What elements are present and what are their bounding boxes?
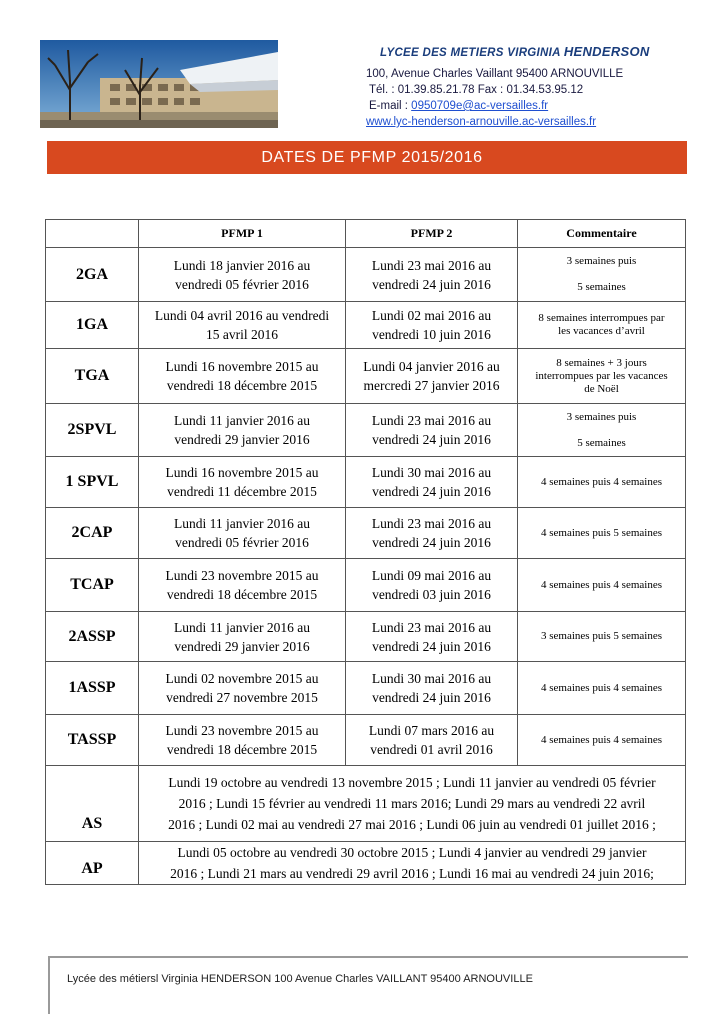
- school-website: [366, 114, 696, 130]
- pfmp1-cell: [139, 508, 346, 559]
- table-header-row: [46, 220, 686, 248]
- cell-line: Lundi 18 janvier 2016 au: [173, 257, 311, 273]
- cell-line: 5 semaines: [577, 281, 626, 293]
- cell-line: Lundi 04 avril 2016 au vendredi: [154, 308, 330, 323]
- table-row: [46, 715, 686, 766]
- comment-cell: [518, 302, 686, 349]
- page-title-banner: DATES DE PFMP 2015/2016: [47, 141, 687, 174]
- pfmp2-cell: [346, 349, 518, 404]
- table-row: [46, 559, 686, 612]
- dates-list-cell: [139, 766, 686, 842]
- table-row: [46, 612, 686, 662]
- cell-line: Lundi 23 mai 2016 au: [371, 257, 492, 273]
- cell-line: Lundi 23 mai 2016 au: [371, 413, 492, 428]
- school-header: [366, 44, 696, 130]
- cell-line: Lundi 02 mai 2016 au: [371, 308, 492, 323]
- cell-line: vendredi 03 juin 2016: [372, 587, 491, 602]
- cell-line: Lundi 30 mai 2016 au: [371, 671, 492, 686]
- header-pfmp2: PFMP 2: [346, 220, 518, 248]
- pfmp2-cell: [346, 248, 518, 302]
- class-name-cell: 2ASSP: [46, 612, 139, 662]
- header-pfmp1: PFMP 1: [139, 220, 346, 248]
- cell-line: 5 semaines: [577, 436, 626, 449]
- cell-line: vendredi 18 décembre 2015: [166, 378, 318, 393]
- table-row: [46, 662, 686, 715]
- cell-line: Lundi 09 mai 2016 au: [371, 568, 492, 583]
- table-row: [46, 302, 686, 349]
- pfmp2-cell: [346, 404, 518, 457]
- cell-line: vendredi 18 décembre 2015: [166, 587, 318, 602]
- class-name-cell: 2CAP: [46, 508, 139, 559]
- comment-cell: [518, 508, 686, 559]
- page-footer: Lycée des métiersl Virginia HENDERSON 100 Avenue Charles VAILLANT 95400 ARNOUVILLE: [67, 973, 533, 985]
- cell-line: vendredi 29 janvier 2016: [174, 432, 310, 447]
- cell-line: vendredi 18 décembre 2015: [166, 742, 318, 757]
- cell-line: Lundi 16 novembre 2015 au: [165, 359, 319, 374]
- pfmp2-cell: [346, 612, 518, 662]
- school-phone: Tél. : 01.39.85.21.78 Fax : 01.34.53.95.12: [369, 84, 584, 96]
- pfmp1-cell: [139, 404, 346, 457]
- comment-cell: [518, 404, 686, 457]
- cell-line: vendredi 27 novembre 2015: [166, 690, 318, 705]
- pfmp2-cell: [346, 302, 518, 349]
- class-name-cell: TCAP: [46, 559, 139, 612]
- cell-line: Lundi 11 janvier 2016 au: [174, 619, 310, 635]
- pfmp1-cell: [139, 559, 346, 612]
- pfmp1-cell: [139, 612, 346, 662]
- pfmp1-cell: [139, 248, 346, 302]
- school-name: LYCEE DES METIERS VIRGINIA HENDERSON: [380, 44, 650, 59]
- class-name-cell: AP: [46, 842, 139, 885]
- cell-line: vendredi 24 juin 2016: [372, 535, 491, 550]
- website-link[interactable]: www.lyc-henderson-arnouville.ac-versailles.fr: [366, 116, 597, 128]
- footer-rule-horizontal: [48, 956, 688, 958]
- cell-line: vendredi 24 juin 2016: [372, 690, 491, 705]
- cell-line: 15 avril 2016: [206, 327, 278, 342]
- comment-cell: [518, 248, 686, 302]
- cell-line: vendredi 05 février 2016: [175, 276, 309, 292]
- email-link[interactable]: 0950709e@ac-versailles.fr: [411, 100, 549, 112]
- comment-cell: [518, 559, 686, 612]
- header-empty: [46, 220, 139, 248]
- pfmp1-cell: [139, 662, 346, 715]
- comment-cell: [518, 715, 686, 766]
- cell-line: vendredi 29 janvier 2016: [174, 638, 310, 654]
- pfmp1-cell: [139, 302, 346, 349]
- cell-line: Lundi 23 novembre 2015 au: [165, 568, 319, 583]
- header-comment: Commentaire: [518, 220, 686, 248]
- cell-line: Lundi 16 novembre 2015 au: [165, 465, 319, 480]
- cell-line: vendredi 24 juin 2016: [372, 484, 491, 499]
- pfmp2-cell: [346, 559, 518, 612]
- cell-line: Lundi 02 novembre 2015 au: [165, 671, 319, 686]
- table-row: [46, 248, 686, 302]
- class-name-cell: TGA: [46, 349, 139, 404]
- cell-line: 3 semaines puis: [566, 410, 637, 423]
- cell-line: Lundi 30 mai 2016 au: [371, 465, 492, 480]
- pfmp1-cell: [139, 349, 346, 404]
- cell-line: vendredi 10 juin 2016: [372, 327, 491, 342]
- school-building-photo: [40, 40, 278, 128]
- table-row-long: [46, 842, 686, 885]
- cell-line: interrompues par les vacances: [535, 369, 668, 382]
- cell-line: vendredi 24 juin 2016: [372, 276, 491, 292]
- cell-line: Lundi 11 janvier 2016 au: [174, 413, 310, 428]
- cell-line: 8 semaines interrompues par: [538, 312, 665, 324]
- cell-line: Lundi 19 octobre au vendredi 13 novembre 2015 ; Lundi 11 janvier au vendredi 05 février: [168, 775, 656, 790]
- cell-line: 3 semaines puis 5 semaines: [541, 630, 662, 642]
- cell-line: vendredi 01 avril 2016: [370, 742, 493, 757]
- pfmp2-cell: [346, 662, 518, 715]
- table-row: [46, 508, 686, 559]
- pfmp1-cell: [139, 715, 346, 766]
- cell-line: 8 semaines + 3 jours: [556, 356, 647, 369]
- table-row: [46, 457, 686, 508]
- cell-line: 4 semaines puis 4 semaines: [541, 681, 662, 694]
- cell-line: 4 semaines puis 4 semaines: [541, 733, 662, 746]
- cell-line: Lundi 23 mai 2016 au: [371, 619, 492, 635]
- comment-cell: [518, 349, 686, 404]
- cell-line: mercredi 27 janvier 2016: [363, 378, 500, 393]
- class-name-cell: 1 SPVL: [46, 457, 139, 508]
- cell-line: Lundi 11 janvier 2016 au: [174, 516, 310, 531]
- comment-cell: [518, 457, 686, 508]
- cell-line: Lundi 07 mars 2016 au: [368, 723, 495, 738]
- comment-cell: [518, 662, 686, 715]
- cell-line: 2016 ; Lundi 02 mai au vendredi 27 mai 2016 ; Lundi 06 juin au vendredi 01 juillet 2016 ;: [168, 817, 656, 832]
- table-row: [46, 404, 686, 457]
- footer-rule-vertical: [48, 956, 50, 1014]
- cell-line: 2016 ; Lundi 21 mars au vendredi 29 avril 2016 ; Lundi 16 mai au vendredi 24 juin 2016;: [170, 866, 654, 881]
- dates-list-cell: [139, 842, 686, 885]
- table-row-long: [46, 766, 686, 842]
- cell-line: Lundi 05 octobre au vendredi 30 octobre 2015 ; Lundi 4 janvier au vendredi 29 janvier: [177, 845, 647, 860]
- pfmp2-cell: [346, 457, 518, 508]
- class-name-cell: 1GA: [46, 302, 139, 349]
- class-name-cell: TASSP: [46, 715, 139, 766]
- cell-line: 4 semaines puis 4 semaines: [541, 475, 662, 488]
- cell-line: 2016 ; Lundi 15 février au vendredi 11 mars 2016; Lundi 29 mars au vendredi 22 avril: [178, 796, 646, 811]
- pfmp-dates-table: [45, 219, 686, 885]
- cell-line: Lundi 23 mai 2016 au: [371, 516, 492, 531]
- cell-line: les vacances d’avril: [558, 325, 645, 337]
- pfmp2-cell: [346, 508, 518, 559]
- school-address: 100, Avenue Charles Vaillant 95400 ARNOUVILLE: [366, 68, 624, 80]
- cell-line: de Noël: [584, 382, 619, 395]
- table-row: [46, 349, 686, 404]
- cell-line: vendredi 11 décembre 2015: [167, 484, 317, 499]
- cell-line: 3 semaines puis: [566, 255, 637, 267]
- class-name-cell: 1ASSP: [46, 662, 139, 715]
- comment-cell: [518, 612, 686, 662]
- pfmp1-cell: [139, 457, 346, 508]
- cell-line: vendredi 24 juin 2016: [372, 638, 491, 654]
- cell-line: vendredi 05 février 2016: [175, 535, 309, 550]
- school-email: E-mail : 0950709e@ac-versailles.fr: [369, 100, 549, 112]
- cell-line: Lundi 04 janvier 2016 au: [363, 359, 500, 374]
- cell-line: 4 semaines puis 5 semaines: [541, 526, 662, 539]
- cell-line: vendredi 24 juin 2016: [372, 432, 491, 447]
- class-name-cell: AS: [46, 766, 139, 842]
- class-name-cell: 2SPVL: [46, 404, 139, 457]
- pfmp2-cell: [346, 715, 518, 766]
- cell-line: Lundi 23 novembre 2015 au: [165, 723, 319, 738]
- class-name-cell: 2GA: [46, 248, 139, 302]
- cell-line: 4 semaines puis 4 semaines: [541, 578, 662, 591]
